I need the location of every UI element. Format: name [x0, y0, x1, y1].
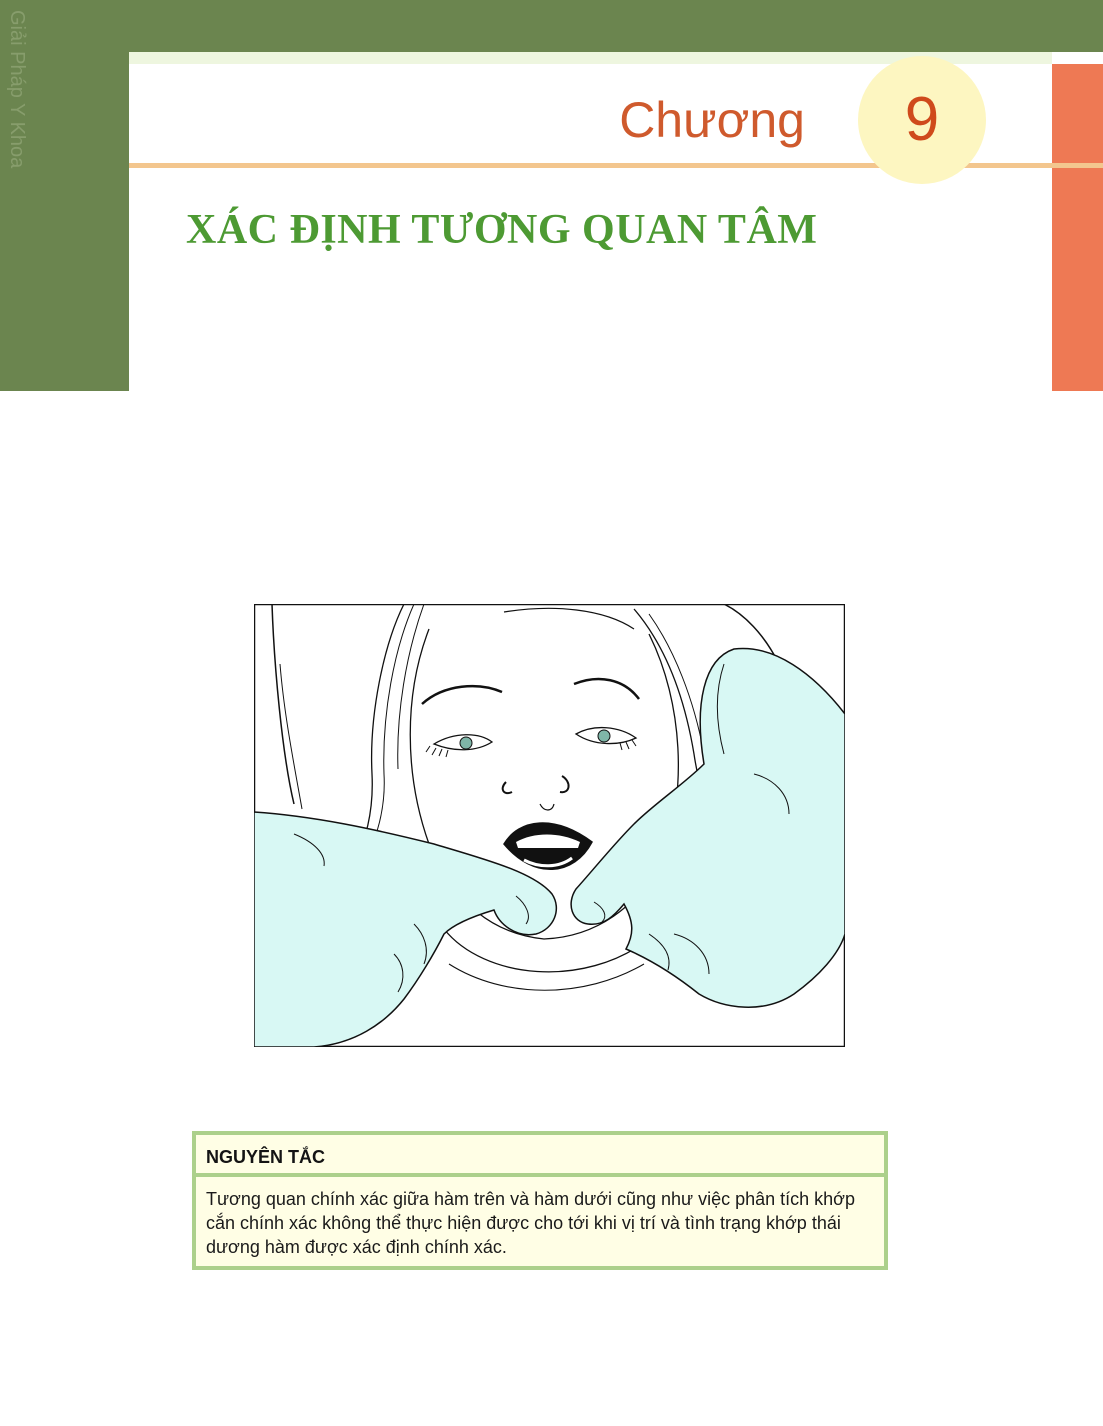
principle-box — [192, 1131, 888, 1270]
side-watermark-text: Giải Pháp Y Khoa — [6, 10, 28, 169]
chapter-label: Chương — [619, 92, 805, 148]
chapter-number: 9 — [904, 85, 940, 154]
principle-body: Tương quan chính xác giữa hàm trên và hàm dưới cũng như việc phân tích khớp cắn chính xác không thể thực hiện được cho tới khi vị trí và tình trạng khớp thái dương hàm được xác định chính xác. — [206, 1189, 855, 1257]
chapter-number-badge — [858, 56, 986, 184]
top-header-bar — [0, 0, 1103, 52]
principle-heading: NGUYÊN TẮC — [196, 1135, 884, 1177]
chapter-title: XÁC ĐỊNH TƯƠNG QUAN TÂM — [186, 207, 818, 253]
illustration-figure — [254, 604, 845, 1047]
right-color-band — [1052, 64, 1103, 391]
child-face-gloved-hands-illustration — [254, 604, 845, 1047]
